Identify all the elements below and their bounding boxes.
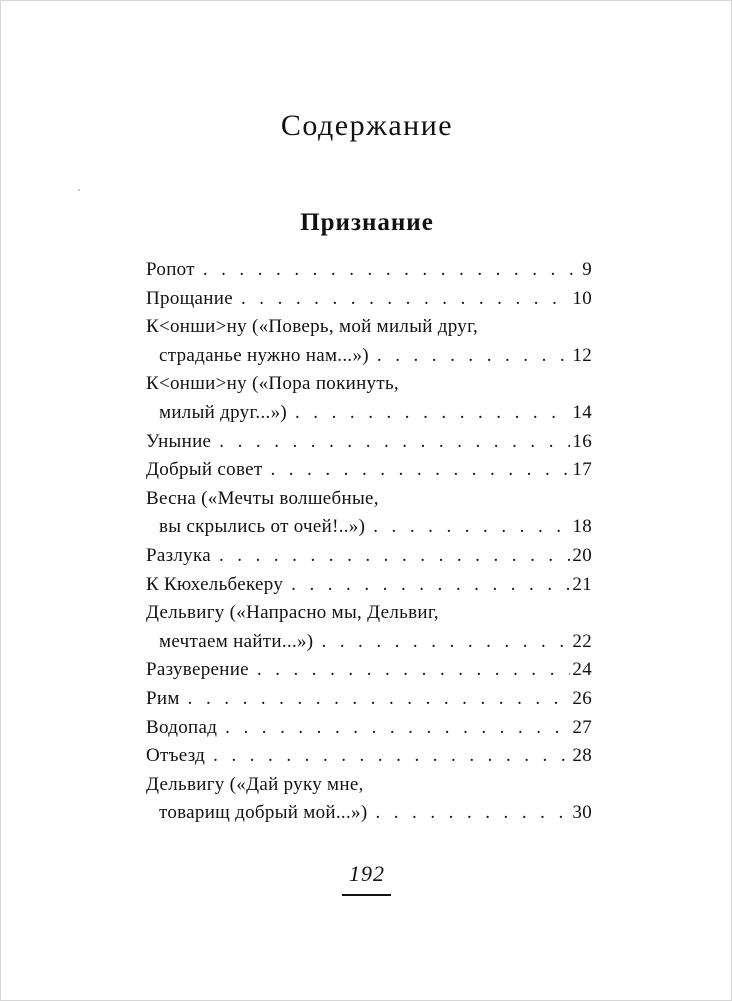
toc-page-number: 26 — [572, 687, 592, 709]
toc-entry-line — [146, 685, 592, 714]
toc-page-number: 18 — [572, 516, 592, 538]
toc-entry — [146, 485, 592, 542]
toc-entry — [146, 571, 592, 600]
toc-page-number: 24 — [572, 659, 592, 681]
toc-entry-line — [146, 656, 592, 685]
toc-entry-title: Ропот — [146, 259, 195, 280]
toc-entry-title: Весна («Мечты волшебные, — [146, 487, 379, 509]
toc-entry-title: К Кюхельбекеру — [146, 573, 284, 595]
dot-leader — [203, 256, 580, 285]
toc-entry-line — [146, 285, 592, 314]
toc-entry-title: милый друг...») — [159, 401, 287, 423]
dot-leader — [321, 628, 570, 657]
toc-page-number: 16 — [572, 430, 592, 452]
toc-entry-line — [146, 742, 592, 771]
toc-page-number: 9 — [582, 259, 592, 280]
toc-entry-title: Уныние — [146, 430, 212, 452]
toc-entry-line — [146, 456, 592, 485]
toc-entry — [146, 428, 592, 457]
toc-entry-line — [146, 256, 592, 285]
toc-entry — [146, 714, 592, 743]
dot-leader — [373, 513, 570, 542]
toc-entry-title: К<онши>ну («Пора покинуть, — [146, 373, 399, 395]
toc-entry-title: вы скрылись от очей!..») — [159, 516, 366, 538]
dot-leader — [241, 285, 570, 314]
toc-entry — [146, 285, 592, 314]
toc-entry — [146, 742, 592, 771]
paper-speck — [78, 189, 80, 191]
toc-entry-title: Добрый совет — [146, 459, 263, 481]
toc-page-number: 10 — [572, 287, 592, 309]
toc-entry-title: мечтаем найти...») — [159, 630, 314, 652]
toc-entry — [146, 599, 592, 656]
toc-entry-line — [146, 513, 592, 542]
toc-entry — [146, 656, 592, 685]
dot-leader — [270, 456, 570, 485]
toc-entry — [146, 771, 592, 828]
toc-entry — [146, 256, 592, 285]
toc-entry-line — [146, 542, 592, 571]
toc-entry-line — [146, 799, 592, 828]
dot-leader — [295, 399, 570, 428]
toc-entry-title: товарищ добрый мой...») — [159, 802, 368, 824]
dot-leader — [219, 428, 570, 457]
section-heading: Признание — [300, 209, 434, 236]
toc-entry-line — [146, 399, 592, 428]
dot-leader — [219, 542, 570, 571]
toc-page-number: 22 — [572, 630, 592, 652]
dot-leader — [375, 799, 570, 828]
toc-entry-line — [146, 714, 592, 743]
dot-leader — [291, 571, 570, 600]
toc-entry — [146, 370, 592, 427]
toc-entry-title: Дельвигу («Напрасно мы, Дельвиг, — [146, 602, 439, 624]
toc-entry-title: Дельвигу («Дай руку мне, — [146, 773, 364, 795]
page-title: Содержание — [280, 109, 454, 142]
toc-page-number: 14 — [572, 401, 592, 423]
toc-page-number: 30 — [572, 802, 592, 824]
toc-entry — [146, 456, 592, 485]
toc-page-number: 17 — [572, 459, 592, 481]
toc-entry-title: Рим — [146, 687, 180, 709]
dot-leader — [213, 742, 570, 771]
toc-entry-title: Разуверение — [146, 659, 249, 681]
toc-page-number: 20 — [572, 544, 592, 566]
toc-page-number: 28 — [572, 745, 592, 767]
toc-entry-title: Разлука — [146, 544, 211, 566]
dot-leader — [225, 714, 570, 743]
toc-entry — [146, 313, 592, 370]
dot-leader — [257, 656, 570, 685]
toc-entry-line — [146, 428, 592, 457]
toc-page-number: 27 — [572, 716, 592, 738]
toc-entry-title: Водопад — [146, 716, 218, 738]
table-of-contents — [146, 256, 592, 828]
toc-entry-title: К<онши>ну («Поверь, мой милый друг, — [146, 316, 479, 338]
toc-entry-line — [146, 571, 592, 600]
toc-page-number: 12 — [572, 344, 592, 366]
toc-entry-title: страданье нужно нам...») — [159, 344, 369, 366]
toc-entry-line — [146, 342, 592, 371]
page-number-rule — [342, 894, 391, 896]
dot-leader — [188, 685, 571, 714]
toc-entry — [146, 542, 592, 571]
toc-page-number: 21 — [572, 573, 592, 595]
page-number: 192 — [349, 861, 385, 886]
toc-entry-line — [146, 628, 592, 657]
toc-entry-title: Прощание — [146, 287, 233, 309]
dot-leader — [377, 342, 571, 371]
toc-entry — [146, 685, 592, 714]
toc-entry-title: Отъезд — [146, 745, 206, 767]
